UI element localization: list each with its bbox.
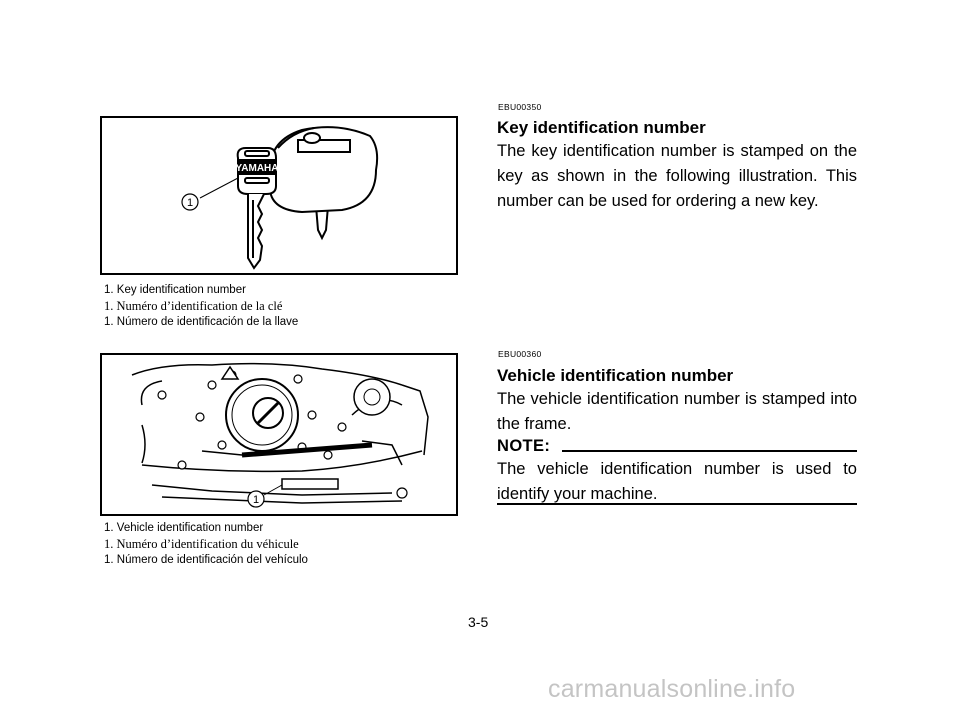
key-drawing [102,118,456,273]
vin-plate [282,479,338,489]
key-callout-number: 1 [186,197,194,209]
engine-drawing [102,355,456,514]
key-figure-captions [104,282,464,330]
note-text: The vehicle identification number is used to identify your machine. [497,460,857,503]
key-brand-label: YAMAHA [235,163,279,174]
page-number: 3-5 [468,614,489,630]
note-rule-bottom [497,503,857,505]
key-section-body: The key identification number is stamped on the key as shown in the following illustration. This number can be used for ordering a new key. [497,142,857,210]
note-label: NOTE: [497,437,551,455]
vin-figure-captions [104,520,464,568]
caption-es: 1. Número de identificación de la llave [104,316,299,328]
caption-fr: 1. Numéro d’identification de la clé [104,299,283,313]
vehicle-section-body: The vehicle identification number is stamped into the frame. [497,390,857,433]
watermark: carmanualsonline.info [548,675,796,703]
frame-illustration [100,353,458,516]
caption-en: 1. Vehicle identification number [104,522,264,534]
key-section-code: EBU00350 [498,102,542,112]
vehicle-section-heading: Vehicle identification number [497,366,734,385]
key-illustration [100,116,458,275]
key-leader-line [200,178,238,198]
side-cover [354,379,390,415]
vin-callout-number: 1 [252,494,260,506]
caption-en: 1. Key identification number [104,284,246,296]
key-section-heading: Key identification number [497,118,706,137]
caption-es: 1. Número de identificación del vehículo [104,554,308,566]
vehicle-section-code: EBU00360 [498,349,542,359]
note-rule-top [562,450,857,452]
rear-key [270,127,377,238]
caption-fr: 1. Numéro d’identification du véhicule [104,537,299,551]
